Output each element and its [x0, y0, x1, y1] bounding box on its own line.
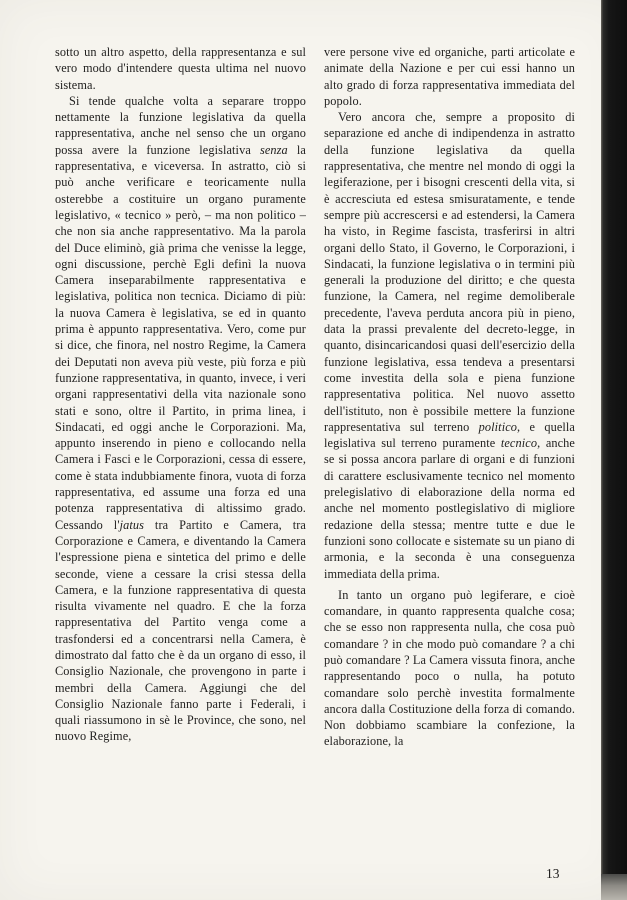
- text-segment: tra Partito e Camera, tra Corporazione e Camera, e diventando la Camera l'espressione piena e sintetica del primo e delle seconde, viene a cessare la crisi stessa della Camera, e la funzione rappresentativa di questa risulta vivamente nel quadro. E che la forza rappresentativa del Partito venga come a trasfondersi ed a concentrarsi nella Camera, è dimostrato dal fatto che è da un organo di esso, il Consiglio Nazionale, che provengono in parte i membri della Camera. Aggiungi che del Consiglio Nazionale fanno parte i Federali, i quali riassumono in sè le Province, che sono, nel nuovo Regime,: [55, 517, 306, 744]
- text-segment: Vero ancora che, sempre a proposito di separazione ed anche di indipendenza in astratto della funzione legislativa da quella rappresentativa, che mentre nel mondo di oggi la legiferazione, per i bisogni crescenti della vita, si è accresciuta ed estesa smisuratamente, e tende sempre più accrescersi e ad estendersi, la Camera ha visto, in Regime fascista, trasferirsi in altri organi dello Stato, il Governo, le Corporazioni, i Sindacati, la funzione legislativa o in termini più generali la produzione del diritto; e che questa funzione, la Camera, nel regime demoliberale precedente, l'aveva perduta ancora più in pieno, data la prassi prevalente del decreto-legge, in quanto, disincaricandosi quasi dell'esercizio della funzione legislativa, essa tendeva a presentarsi come investita della sola e piena funzione rappresentativa politica. Nel nuovo assetto dell'istituto, non è possibile mettere la funzione rappresentativa sul terreno: [324, 110, 575, 434]
- italic-text-segment: senza: [259, 142, 288, 157]
- italic-text-segment: jatus: [119, 517, 145, 532]
- scan-edge-artifact: [601, 0, 627, 874]
- paragraph: [55, 44, 306, 93]
- scan-edge-shadow: [601, 874, 627, 900]
- text-segment: , e quella legislativa sul terreno puramente: [324, 419, 575, 451]
- italic-text-segment: politico: [478, 419, 518, 434]
- text-segment: , anche se si possa ancora parlare di organi e di funzioni di carattere esclusivamente tecnico nel momento prelegislativo di elaborazione della norma ed anche nel momento postlegislativo di migliore redazione della stessa; mentre tutte e due le funzioni sono collocate e sistemate su un piano di armonia, e la seconda è una conseguenza immediata della prima.: [324, 436, 575, 581]
- paragraph: [324, 109, 575, 582]
- paragraph: [55, 93, 306, 745]
- text-segment: la rappresentativa, e viceversa. In astratto, ciò si può anche verificare e teoricamente nulla osterebbe a costituire un organo puramente legislativo, « tecnico » però, – ma non politico – che non sia anche rappresentativo. Ma la parola del Duce eliminò, già prima che venisse la legge, ogni discussione, perchè Egli definì la nuova Camera inseparabilmente rappresentativa e legislativa, politica non tecnica. Diciamo di più: la nuova Camera è legislativa, se ed in quanto prima è appunto rappresentativa. Vero, come pur si dice, che finora, nel nostro Regime, la Camera dei Deputati non aveva più veste, più forza e più funzione rappresentativa, in quanto, invece, i veri organi rappresentativi della vita nazionale sono stati e sono, oltre il Partito, in prima linea, i Sindacati, ed oggi anche le Corporazioni. Ma, appunto inserendo in pieno e collocando nella Camera i Fasci e le Corporazioni, cessa di essere, come è stata indubbiamente finora, vuota di forza rappresentativa, ed assume una forza ed una potenza rappresentativa di altissimo grado. Cessando l': [55, 142, 306, 532]
- right-column: [324, 44, 575, 750]
- italic-text-segment: tecnico: [500, 436, 538, 451]
- text-columns: [55, 44, 576, 750]
- text-segment: vere persone vive ed organiche, parti articolate e animate della Nazione e per cui essi hanno un alto grado di forza rappresentativa immediata del popolo.: [324, 45, 575, 108]
- page-number: 13: [546, 866, 560, 881]
- left-column: [55, 44, 306, 750]
- text-segment: In tanto un organo può legiferare, e cioè comandare, in quanto rappresenta qualche cosa; che se esso non rappresenta nulla, che cosa può comandare ? in che modo può comandare ? a chi può comandare ? La Camera vissuta finora, anche rappresentando poco o nulla, ha potuto comandare solo perchè investita formalmente ancora dalla Costituzione della forza di comando. Non dobbiamo scambiare la confezione, la elaborazione, la: [324, 587, 575, 749]
- paragraph: [324, 587, 575, 750]
- text-segment: Si tende qualche volta a separare troppo nettamente la funzione legislativa da quella rappresentativa, anche nel senso che un organo possa avere la funzione legislativa: [55, 93, 306, 157]
- text-segment: sotto un altro aspetto, della rappresentanza e sul vero modo d'intendere questa ultima nel nuovo sistema.: [55, 45, 306, 92]
- paragraph: [324, 44, 575, 109]
